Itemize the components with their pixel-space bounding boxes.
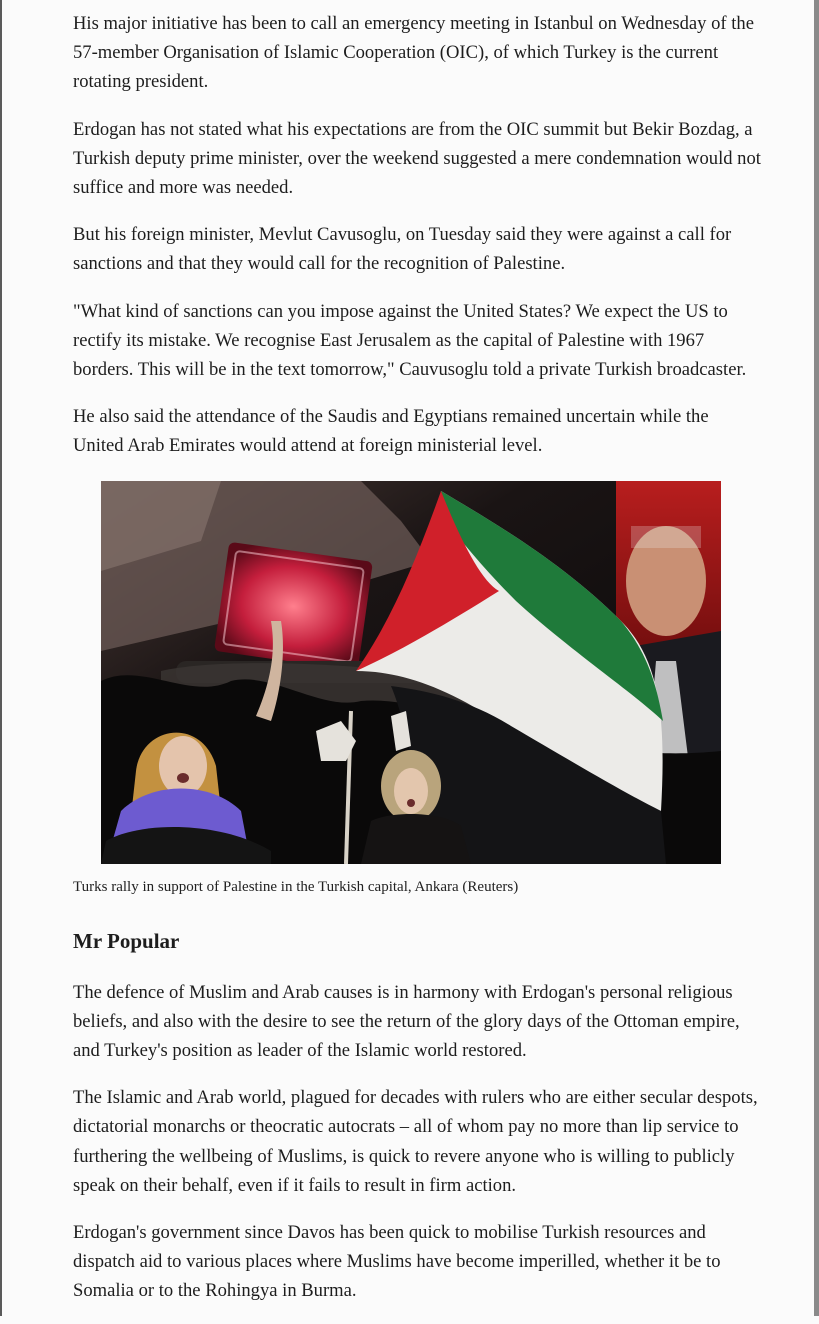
paragraph-oic-meeting: His major initiative has been to call an emergency meeting in Istanbul on Wednesday of the 57-member Organisation of Islamic Cooperation (OIC), of which Turkey is the current rotating president. — [73, 13, 754, 93]
paragraph-harmony: The defence of Muslim and Arab causes is in harmony with Erdogan's personal religious beliefs, and also with the desire to see the return of the glory days of the Ottoman empire, and Turkey's position as leader of the Islamic world restored. — [73, 981, 740, 1062]
woman-left-mouth — [177, 773, 189, 783]
right-scrollbar-edge[interactable] — [814, 0, 819, 1316]
section-heading: Mr Popular — [73, 928, 180, 953]
video-screen — [214, 541, 373, 670]
paragraph-bozdag: Erdogan has not stated what his expectations are from the OIC summit but Bekir Bozdag, a Turkish deputy prime minister, over the weekend suggested a mere condemnation would not suffice and more was needed. — [73, 118, 761, 199]
rally-photo — [101, 481, 721, 864]
woman-left-face — [159, 736, 207, 796]
paragraph-attendance: He also said the attendance of the Saudis and Egyptians remained uncertain while the United Arab Emirates would attend at foreign ministerial level. — [73, 406, 709, 457]
article-body — [73, 9, 763, 1324]
woman-right-face — [394, 768, 428, 814]
paragraph-quote: "What kind of sanctions can you impose against the United States? We expect the US to rectify its mistake. We recognise East Jerusalem as the capital of Palestine with 1967 borders. This will be in the text tomorrow," Cauvusoglu told a private Turkish broadcaster. — [73, 300, 747, 381]
figure-caption: Turks rally in support of Palestine in the Turkish capital, Ankara (Reuters) — [73, 878, 519, 895]
left-border — [0, 0, 2, 1316]
poster-hair — [631, 526, 701, 548]
paragraph-islamic-world: The Islamic and Arab world, plagued for decades with rulers who are either secular despots, dictatorial monarchs or theocratic autocrats – all of whom pay no more than lip service to furthering the wellbeing of Muslims, is quick to revere anyone who is willing to publicly speak on their behalf, even if it fails to result in firm action. — [73, 1087, 758, 1196]
woman-right-mouth — [407, 799, 415, 807]
paragraph-davos-aid: Erdogan's government since Davos has been quick to mobilise Turkish resources and dispatch aid to various places where Muslims have become imperilled, whether it be to Somalia or to the Rohingya in Burma. — [73, 1222, 721, 1302]
paragraph-cavusoglu: But his foreign minister, Mevlut Cavusoglu, on Tuesday said they were against a call for sanctions and that they would call for the recognition of Palestine. — [73, 224, 732, 275]
article-figure — [73, 479, 763, 897]
